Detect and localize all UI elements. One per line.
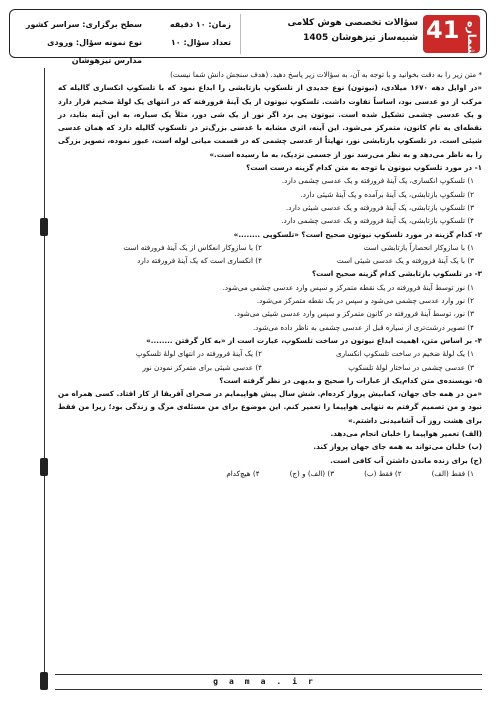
intro-text: * متن زیر را به دقت بخوانید و با توجه به آن، به سؤالات زیر پاسخ دهید. (هدف سنجش دانش شما نیست) — [170, 70, 482, 79]
q5-statement-a: (الف) تعمیر هواپیما را خلبان انجام می‌دهد. — [330, 429, 482, 439]
question-5: ۵- نویسنده‌ی متن کدام‌یک از عبارات را صحیح و بدیهی در نظر گرفته است؟ — [219, 375, 482, 385]
exam-type: نوع نمونه سؤال: ورودی مدارس تیزهوشان — [47, 38, 142, 65]
q3-option-1[interactable]: ۱) نور توسط آینهٔ فرورفته در یک نقطه متمرکز و سپس وارد عدسی چشمی می‌شود. — [222, 282, 474, 292]
header-divider — [240, 14, 241, 54]
footer-site[interactable]: gama.ir — [55, 674, 482, 690]
q5-passage: «من در همه جای جهان، کمابیش پرواز کرده‌ام. شش سال پیش هواپیمایم در صحرای آفریقا از کار افتاد. کسی همراه من نبود و من تصمیم گرفتم به تنهایی هواپیما را تعمیر کنم. این موضوع برای من مسئله‌ی مرگ و زندگی بود؛ زیرا من فقط برای هشت روز آب آشامیدنی داشتم.» — [58, 389, 482, 425]
q5-option-1[interactable]: ۱) فقط (الف) — [431, 468, 474, 478]
exam-level: سطح برگزاری: سراسر کشور — [25, 20, 142, 29]
q3-option-4[interactable]: ۴) تصویر درشت‌تری از سیاره قبل از عدسی چشمی به ناظر داده می‌شود. — [253, 322, 474, 332]
q1-option-1[interactable]: ۱) تلسکوپ انکساری، یک آینهٔ فرورفته و یک عدسی چشمی دارد. — [281, 176, 474, 186]
q2-option-3[interactable]: ۳) با یک آینهٔ فرورفته و یک عدسی شیئی است — [336, 256, 474, 266]
binding-hole — [40, 672, 48, 690]
binding-hole — [40, 458, 48, 476]
q2-options-row — [58, 241, 482, 254]
q5-option-2[interactable]: ۲) فقط (ب) — [364, 468, 402, 478]
q5-statement-c: (ج) برای زنده ماندن داشتن آب کافی است. — [330, 455, 482, 465]
exam-title-line1: سؤالات تخصصی هوش کلامی — [287, 18, 418, 28]
q1-option-2[interactable]: ۲) تلسکوپ بازتابشی، یک آینهٔ برآمده و یک آینهٔ شیئی دارد. — [300, 189, 474, 199]
q2-options-row — [58, 254, 482, 267]
question-2: ۲- کدام گزینه در مورد تلسکوپ نیوتون صحیح است؟ «تلسکوپی ........» — [233, 229, 482, 239]
passage-text: «در اوایل دهه ۱۶۷۰ میلادی، (نیوتون) نوع جدیدی از تلسکوپ بازتابشی را ابداع نمود که با تلسکوپ انکساری گالیله که مرکب از دو عدسی بود، اساساً تفاوت داشت. تلسکوپ نیوتون از یک آینهٔ فرورفته که در انتهای یک لولهٔ ضخیم قرار دارد و یک عدسی چشمی تشکیل شده است. نیوتون پی برد اگر نور از یک شی دور، مثلاً یک سیاره، به این آینه بتابد، در نقطه‌ای به نام کانون، متمرکز می‌شود. این آینه، اثری مشابه با عدسی بزرگ‌تر در تلسکوپ گالیله دارد که همان عدسی شیئی است. در تلسکوپ بازتابشی نور، نهایتاً از عدسی چشمی که در قسمت میانی لوله است، عبور نموده، تصویر بزرگی را به ناظر می‌دهد و به نظر می‌رسد نور از جسمی نزدیک، به ما رسیده است.» — [58, 83, 482, 159]
binding-rail — [44, 68, 51, 690]
issue-word: شماره — [465, 21, 478, 57]
exam-time-count — [151, 16, 231, 52]
q4-options-row — [58, 347, 482, 360]
exam-meta — [22, 16, 142, 70]
q5-statement-b: (ب) خلبان می‌تواند به همه جای جهان پرواز کند. — [313, 442, 482, 452]
q5-options-row — [58, 467, 482, 480]
issue-number: 41 — [426, 16, 460, 44]
question-3: ۳- در تلسکوپ بازتابشی کدام گزینه صحیح است؟ — [311, 269, 482, 279]
q2-option-4[interactable]: ۴) انکساری است که یک آینهٔ فرورفته دارد — [137, 256, 262, 266]
exam-time: زمان: ۱۰ دقیقه — [169, 20, 231, 29]
q5-option-3[interactable]: ۳) (الف) و (ج) — [289, 468, 335, 478]
exam-title — [268, 16, 418, 46]
issue-logo — [423, 15, 480, 57]
q2-option-1[interactable]: ۱) با سازوکار انحصاراً بازتابشی است — [363, 242, 474, 252]
question-4: ۴- بر اساس متن، اهمیت ابداع نیوتون در ساخت تلسکوپ، عبارت است از «به کار گرفتن ........» — [146, 335, 482, 345]
exam-header — [9, 9, 487, 65]
q4-options-row — [58, 361, 482, 374]
exam-question-count: تعداد سؤال: ۱۰ — [170, 38, 231, 47]
q5-option-4[interactable]: ۴) هیچ‌کدام — [226, 468, 260, 478]
question-1: ۱- در مورد تلسکوپ نیوتون با توجه به متن کدام گزینه درست است؟ — [246, 163, 482, 173]
exam-title-line2: شبیه‌ساز تیزهوشان 1405 — [303, 33, 418, 43]
q1-option-4[interactable]: ۴) تلسکوپ بازتابشی، یک آینهٔ فرورفته و یک عدسی چشمی دارد. — [281, 216, 474, 226]
q4-option-2[interactable]: ۲) یک آینهٔ فرورفته در انتهای لولهٔ تلسکوپ — [135, 349, 262, 359]
q3-option-2[interactable]: ۲) نور وارد عدسی چشمی می‌شود و سپس در یک نقطه متمرکز می‌شود. — [256, 296, 474, 306]
q4-option-3[interactable]: ۳) عدسی چشمی در ساختار لولهٔ تلسکوپ — [348, 362, 474, 372]
q4-option-1[interactable]: ۱) یک لولهٔ ضخیم در ساخت تلسکوپ انکساری — [335, 349, 474, 359]
q2-option-2[interactable]: ۲) با سازوکار انعکاس از یک آینهٔ فرورفته است — [123, 242, 262, 252]
q1-option-3[interactable]: ۳) تلسکوپ بازتابشی، یک آینهٔ فرورفته و یک عدسی شیئی دارد. — [285, 202, 474, 212]
q3-option-3[interactable]: ۳) نور، توسط آینهٔ فرورفته در کانون متمرکز و سپس وارد عدسی شیئی می‌شود. — [234, 309, 474, 319]
q4-option-4[interactable]: ۴) عدسی شیئی برای متمرکز نمودن نور — [142, 362, 262, 372]
binding-hole — [40, 218, 48, 236]
exam-content — [58, 68, 482, 480]
